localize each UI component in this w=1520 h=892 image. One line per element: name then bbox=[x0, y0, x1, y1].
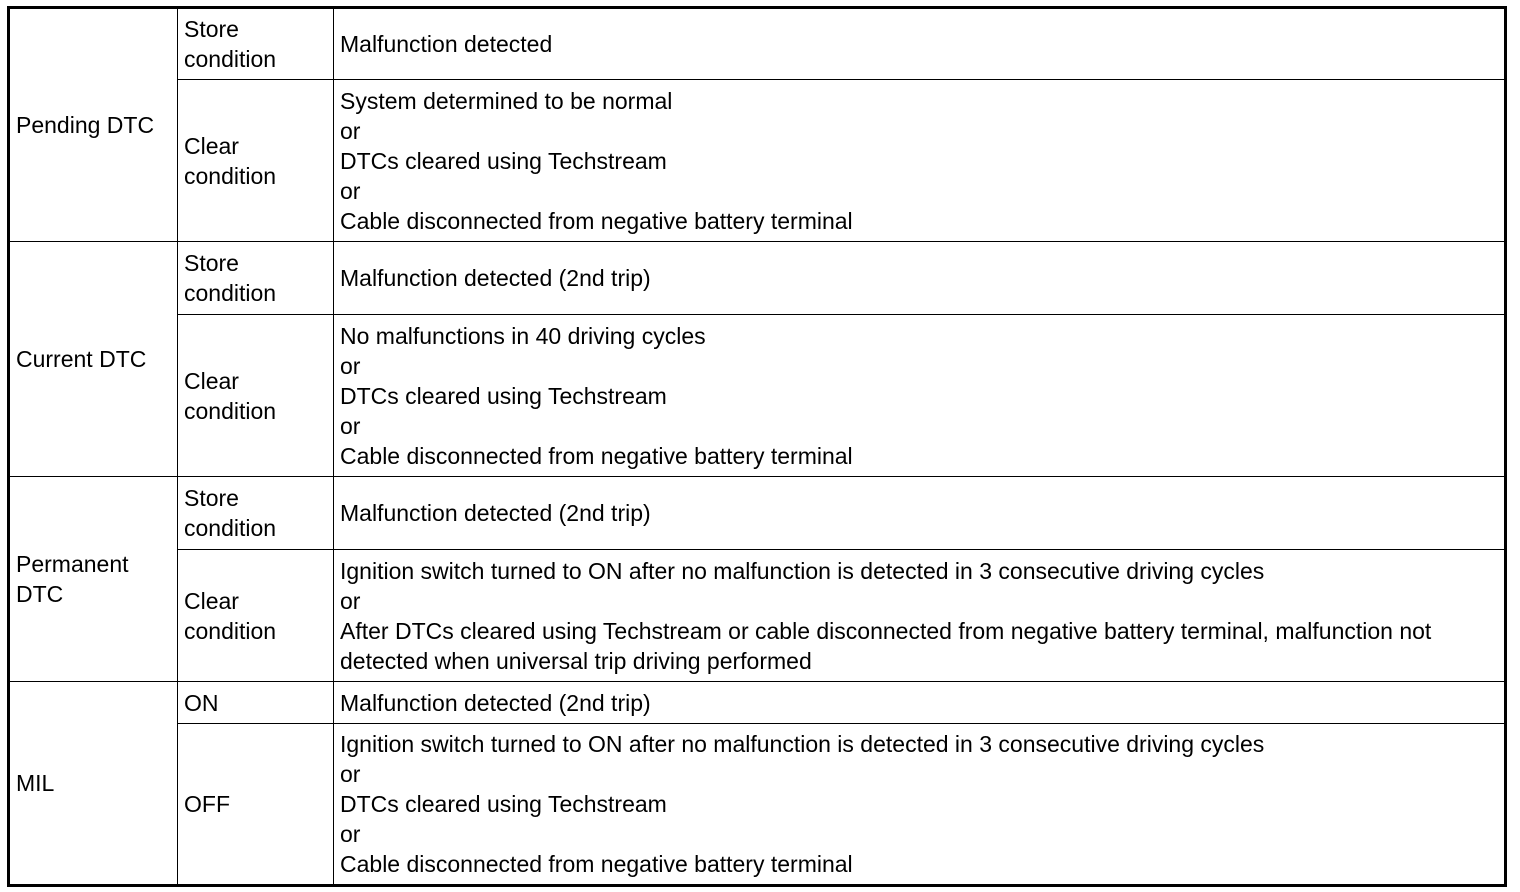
detail-line: DTCs cleared using Techstream bbox=[340, 382, 667, 409]
condition-label: Store condition bbox=[178, 8, 334, 80]
table-row bbox=[9, 682, 1506, 724]
group-label: Current DTC bbox=[9, 242, 178, 477]
detail-line: System determined to be normal bbox=[340, 87, 673, 114]
condition-detail bbox=[334, 477, 1506, 550]
detail-line: Cable disconnected from negative battery terminal bbox=[340, 851, 853, 877]
table-row bbox=[9, 550, 1506, 682]
detail-line: or bbox=[340, 821, 361, 847]
detail-line: Malfunction detected bbox=[340, 31, 553, 57]
detail-line: DTCs cleared using Techstream bbox=[340, 147, 667, 174]
detail-line: Malfunction detected (2nd trip) bbox=[340, 500, 651, 526]
group-label: MIL bbox=[9, 682, 178, 886]
table-row bbox=[9, 315, 1506, 477]
condition-detail bbox=[334, 724, 1506, 886]
group-label: Pending DTC bbox=[9, 8, 178, 242]
table-row bbox=[9, 80, 1506, 242]
detail-line: No malfunctions in 40 driving cycles bbox=[340, 322, 706, 349]
detail-line: Cable disconnected from negative battery terminal bbox=[340, 442, 853, 469]
detail-line: Malfunction detected (2nd trip) bbox=[340, 689, 651, 716]
table-row bbox=[9, 242, 1506, 315]
condition-label: Clear condition bbox=[178, 80, 334, 242]
detail-line: or bbox=[340, 352, 361, 379]
detail-line: or bbox=[340, 117, 361, 144]
condition-detail bbox=[334, 315, 1506, 477]
condition-label: OFF bbox=[178, 724, 334, 886]
detail-line: Ignition switch turned to ON after no malfunction is detected in 3 consecutive driving cycles bbox=[340, 731, 1265, 757]
table-row bbox=[9, 477, 1506, 550]
detail-line: or bbox=[340, 761, 361, 787]
table-row bbox=[9, 724, 1506, 886]
condition-detail bbox=[334, 80, 1506, 242]
detail-line: or bbox=[340, 177, 361, 204]
condition-detail bbox=[334, 242, 1506, 315]
group-label: Permanent DTC bbox=[9, 477, 178, 682]
detail-line: Ignition switch turned to ON after no malfunction is detected in 3 consecutive driving cycles bbox=[340, 557, 1265, 584]
condition-label: Clear condition bbox=[178, 550, 334, 682]
detail-line: Malfunction detected (2nd trip) bbox=[340, 265, 651, 291]
detail-line: DTCs cleared using Techstream bbox=[340, 791, 667, 817]
detail-line: After DTCs cleared using Techstream or cable disconnected from negative battery terminal, malfunction not detected when universal trip driving performed bbox=[340, 617, 1432, 674]
dtc-conditions-table bbox=[7, 6, 1507, 887]
condition-label: Store condition bbox=[178, 477, 334, 550]
condition-detail bbox=[334, 682, 1506, 724]
condition-detail bbox=[334, 8, 1506, 80]
detail-line: Cable disconnected from negative battery terminal bbox=[340, 207, 853, 234]
condition-label: ON bbox=[178, 682, 334, 724]
condition-label: Clear condition bbox=[178, 315, 334, 477]
condition-detail bbox=[334, 550, 1506, 682]
detail-line: or bbox=[340, 587, 361, 614]
table-row bbox=[9, 8, 1506, 80]
detail-line: or bbox=[340, 412, 361, 439]
condition-label: Store condition bbox=[178, 242, 334, 315]
